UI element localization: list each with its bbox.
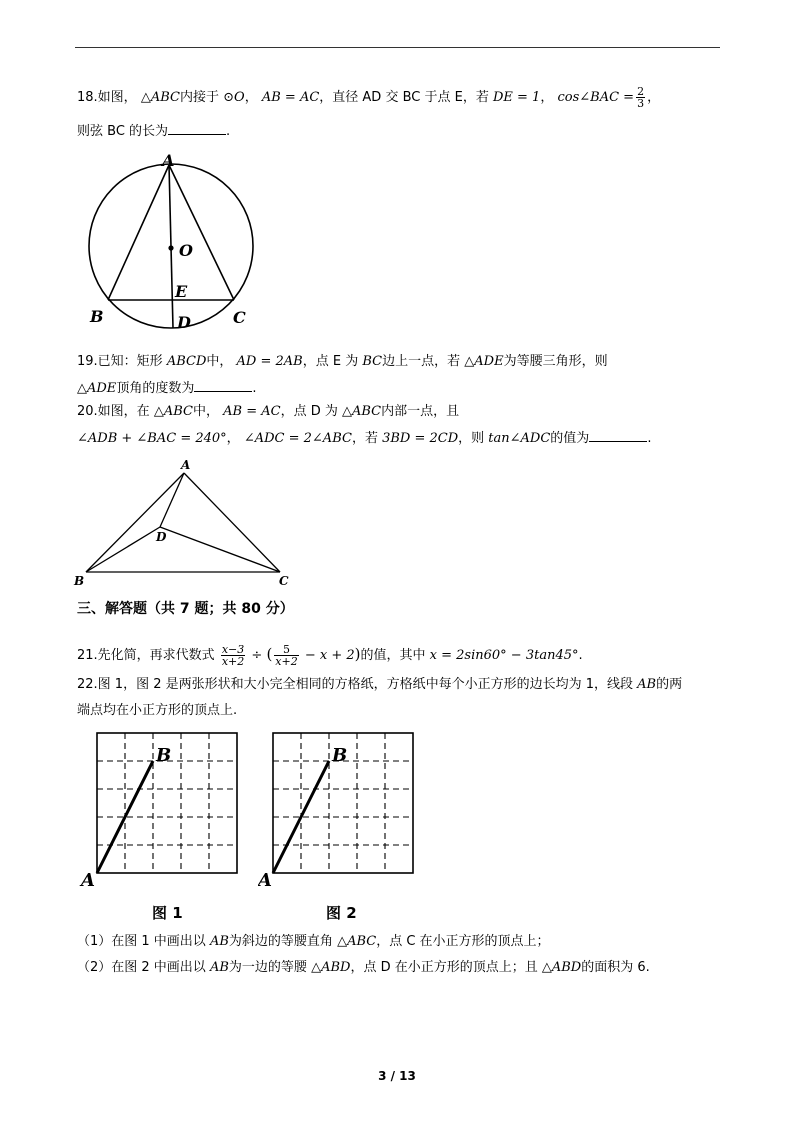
fraction-2-3: $\frac{2}{3}$ [637, 85, 645, 110]
q22-line1: 22.图 1，图 2 是两张形状和大小完全相同的方格纸，方格纸中每个小正方形的边长均为 1，线段 AB的两 [77, 677, 683, 692]
fig1-caption: 图 1 [152, 904, 183, 922]
label-b: B [332, 745, 348, 766]
q21-line: 21.先化简，再求代数式 $\frac{x-3}{x+2}$ ÷ ( $\frac{5}{x+2}$ − x + 2)的值，其中 x = 2sin60° − 3tan45°. [77, 643, 583, 668]
label-a: A [181, 458, 191, 472]
label-c: C [233, 308, 246, 327]
answer-blank[interactable] [194, 378, 252, 392]
label-b: B [156, 745, 172, 766]
segment-ac [184, 473, 280, 572]
answer-blank[interactable] [168, 121, 226, 135]
label-a: A [258, 870, 272, 891]
section-heading: 三、解答题（共 7 题；共 80 分） [77, 601, 294, 617]
label-a: A [162, 151, 175, 170]
q18-line1: 18.如图， △ABC内接于 ⊙O， AB = AC，直径 AD 交 BC 于点 E，若 DE = 1， cos∠BAC = $\frac{2}{3}$ ， [77, 85, 661, 110]
header-rule [75, 47, 720, 48]
q20-triangle-figure [72, 457, 302, 589]
fig2-caption: 图 2 [326, 904, 357, 922]
label-b: B [74, 574, 85, 588]
segment-cd [160, 527, 280, 572]
segment-ac [169, 165, 234, 300]
q19-line2: △ADE顶角的度数为 . [77, 378, 256, 399]
q18-circle-figure [82, 150, 262, 335]
segment-ab [108, 165, 169, 300]
center-point [168, 245, 173, 250]
fraction-2: $\frac{5}{x+2}$ [275, 643, 298, 668]
segment-ab [86, 473, 184, 572]
q19-line1: 19.已知：矩形 ABCD中， AD = 2AB，点 E 为 BC边上一点，若 △ADE为等腰三角形，则 [77, 354, 608, 369]
segment-ad [160, 473, 184, 527]
label-o: O [179, 241, 193, 260]
label-e: E [175, 282, 188, 301]
q20-line1: 20.如图，在 △ABC中， AB = AC，点 D 为 △ABC内部一点，且 [77, 404, 460, 419]
q18-line2: 则弦 BC 的长为 . [77, 121, 230, 142]
label-c: C [279, 574, 289, 588]
label-d: D [177, 313, 191, 332]
q22-part2: （2）在图 2 中画出以 AB为一边的等腰 △ABD，点 D 在小正方形的顶点上；且 △ABD的面积为 6. [77, 960, 650, 975]
label-a: A [81, 870, 95, 891]
q22-line2: 端点均在小正方形的顶点上. [77, 703, 238, 718]
q22-grid-figure-2 [258, 728, 428, 893]
q22-grid-figure-1 [78, 728, 248, 893]
q22-part1: （1）在图 1 中画出以 AB为斜边的等腰直角 △ABC，点 C 在小正方形的顶点上； [77, 934, 550, 949]
fraction-1: $\frac{x-3}{x+2}$ [221, 643, 245, 668]
page-number: 3 / 13 [378, 1069, 416, 1083]
answer-blank[interactable] [589, 428, 647, 442]
q20-line2: ∠ADB + ∠BAC = 240°， ∠ADC = 2∠ABC，若 3BD = 2CD，则 tan∠ADC的值为 . [77, 428, 651, 449]
label-d: D [156, 530, 167, 544]
label-b: B [90, 307, 104, 326]
